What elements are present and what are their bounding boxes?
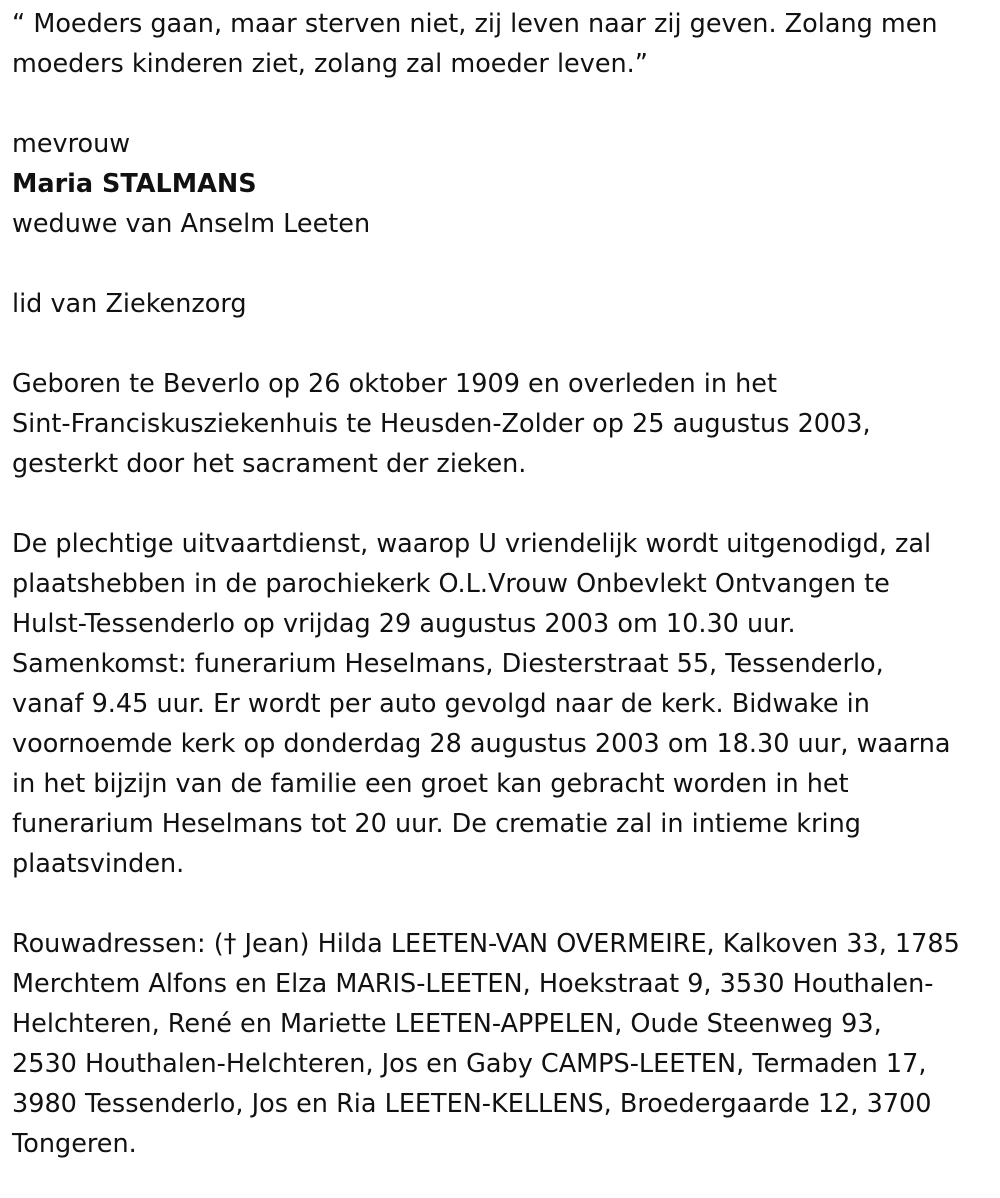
- deceased-name: Maria STALMANS: [12, 169, 257, 199]
- paragraph-line: Sint-Franciskusziekenhuis te Heusden-Zolder op 25 augustus 2003,: [12, 409, 871, 439]
- paragraph-line: Hulst-Tessenderlo op vrijdag 29 augustus 2003 om 10.30 uur.: [12, 609, 796, 639]
- spouse-line: weduwe van Anselm Leeten: [12, 209, 371, 239]
- spacer: [12, 84, 988, 124]
- paragraph-line: 3980 Tessenderlo, Jos en Ria LEETEN-KELLENS, Broedergaarde 12, 3700: [12, 1089, 932, 1119]
- paragraph-line: plaatsvinden.: [12, 849, 185, 879]
- spacer: [12, 484, 988, 524]
- spacer: [12, 244, 988, 284]
- paragraph-line: De plechtige uitvaartdienst, waarop U vriendelijk wordt uitgenodigd, zal: [12, 529, 932, 559]
- addresses-paragraph: [12, 924, 988, 1164]
- paragraph-line: Helchteren, René en Mariette LEETEN-APPELEN, Oude Steenweg 93,: [12, 1009, 882, 1039]
- paragraph-line: Samenkomst: funerarium Heselmans, Diesterstraat 55, Tessenderlo,: [12, 649, 884, 679]
- membership-line: lid van Ziekenzorg: [12, 289, 247, 319]
- paragraph-line: vanaf 9.45 uur. Er wordt per auto gevolgd naar de kerk. Bidwake in: [12, 689, 870, 719]
- paragraph-line: Rouwadressen: († Jean) Hilda LEETEN-VAN OVERMEIRE, Kalkoven 33, 1785: [12, 929, 960, 959]
- paragraph-line: funerarium Heselmans tot 20 uur. De crematie zal in intieme kring: [12, 809, 861, 839]
- paragraph-line: voornoemde kerk op donderdag 28 augustus 2003 om 18.30 uur, waarna: [12, 729, 951, 759]
- service-paragraph: [12, 524, 988, 884]
- spacer: [12, 884, 988, 924]
- quote-line: moeders kinderen ziet, zolang zal moeder leven.”: [12, 49, 648, 79]
- paragraph-line: gesterkt door het sacrament der zieken.: [12, 449, 527, 479]
- quote: [12, 4, 988, 84]
- title-prefix: mevrouw: [12, 129, 131, 159]
- paragraph-line: Tongeren.: [12, 1129, 137, 1159]
- spacer: [12, 324, 988, 364]
- paragraph-line: in het bijzijn van de familie een groet kan gebracht worden in het: [12, 769, 849, 799]
- paragraph-line: 2530 Houthalen-Helchteren, Jos en Gaby CAMPS-LEETEN, Termaden 17,: [12, 1049, 927, 1079]
- paragraph-line: Geboren te Beverlo op 26 oktober 1909 en overleden in het: [12, 369, 777, 399]
- birth-death-paragraph: [12, 364, 988, 484]
- quote-line: “ Moeders gaan, maar sterven niet, zij leven naar zij geven. Zolang men: [12, 9, 938, 39]
- paragraph-line: plaatshebben in de parochiekerk O.L.Vrouw Onbevlekt Ontvangen te: [12, 569, 890, 599]
- paragraph-line: Merchtem Alfons en Elza MARIS-LEETEN, Hoekstraat 9, 3530 Houthalen-: [12, 969, 934, 999]
